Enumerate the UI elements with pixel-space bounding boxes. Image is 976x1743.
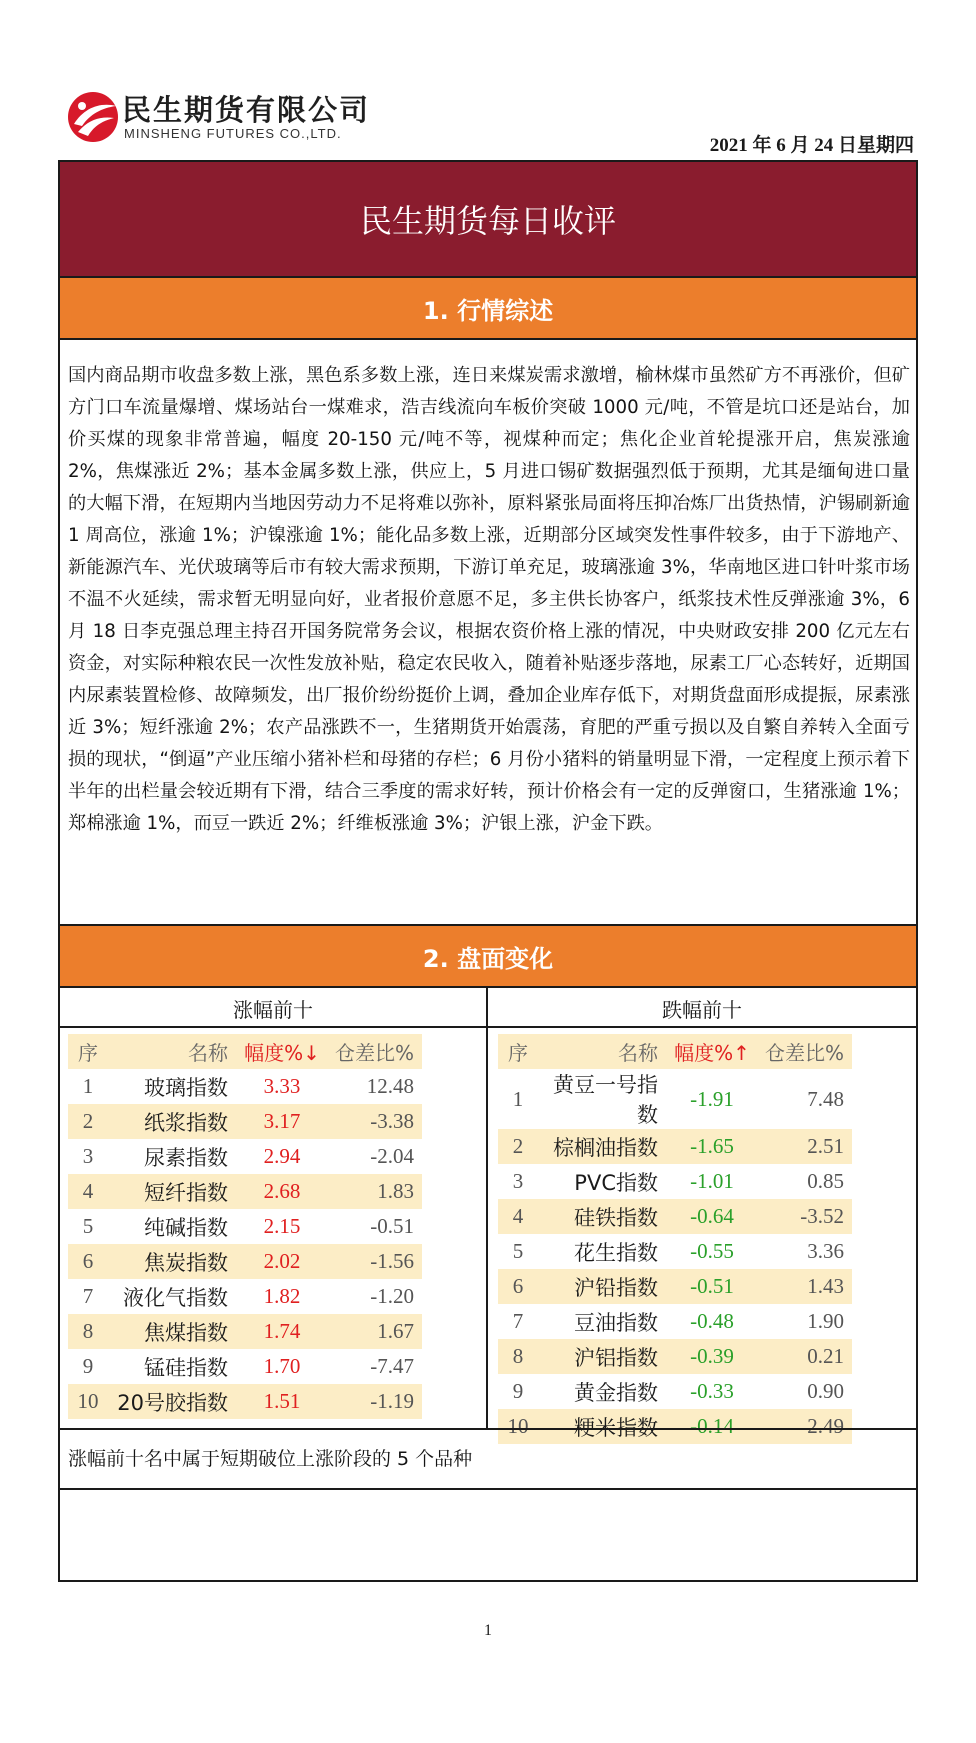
market-overview-text: 国内商品期市收盘多数上涨，黑色系多数上涨，连日来煤炭需求激增，榆林煤市虽然矿方不再涨价，但矿方门口车流量爆增、煤场站台一煤难求，浩吉线流向车板价突破 1000 元/吨，不管是坑口还是站台，加价买煤的现象非常普遍，幅度 20-150 元/吨不等，视煤种而定；焦化企业首轮提涨开启，焦炭涨逾 2%，焦煤涨近 2%；基本金属多数上涨，供应上，5 月进口锡矿数据强烈低于预期，尤其是缅甸进口量的大幅下滑，在短期内当地因劳动力不足将难以弥补，原料紧张局面将压抑冶炼厂出货热情，沪锡刷新逾 1 周高位，涨逾 1%；沪镍涨逾 1%；能化品多数上涨，近期部分区域突发性事件较多，由于下游地产、新能源汽车、光伏玻璃等后市有较大需求预期，下游订单充足，玻璃涨逾 3%，华南地区进口针叶浆市场不温不火延续，需求暂无明显向好，业者报价意愿不足，多主供长协客户，纸浆技术性反弹涨逾 3%，6 月 18 日李克强总理主持召开国务院常务会议，根据农资价格上涨的情况，中央财政安排 200 亿元左右资金，对实际种粮农民一次性发放补贴，稳定农民收入，随着补贴逐步落地，尿素工厂心态转好，近期国内尿素装置检修、故障频发，出厂报价纷纷挺价上调，叠加企业库存低下，对期货盘面形成提振，尿素涨近 3%；短纤涨逾 2%；农产品涨跌不一，生猪期货开始震荡，育肥的严重亏损以及自繁自养转入全面亏损的现状，“倒逼”产业压缩小猪补栏和母猪的存栏；6 月份小猪料的销量明显下滑，一定程度上预示着下半年的出栏量会较近期有下滑，结合三季度的需求好转，预计价格会有一定的反弹窗口，生猪涨逾 1%；郑棉涨逾 1%，而豆一跌近 2%；纤维板涨逾 3%；沪银上涨，沪金下跌。	[68, 365, 910, 834]
page-number: 1	[484, 1622, 492, 1639]
table-row	[68, 1314, 422, 1349]
company-name-cn: 民生期货有限公司	[122, 93, 371, 127]
cell-diff: -7.47	[370, 1354, 414, 1378]
cell-seq: 6	[82, 1249, 94, 1273]
table-row	[68, 1069, 422, 1104]
table-row	[498, 1304, 852, 1339]
cell-seq: 1	[512, 1086, 524, 1111]
cell-diff: 2.51	[807, 1134, 844, 1158]
table-row	[498, 1234, 852, 1269]
table-row	[68, 1384, 422, 1419]
cell-diff: 1.43	[807, 1274, 844, 1298]
col-seq: 序	[78, 1041, 98, 1065]
cell-diff: 2.49	[807, 1414, 844, 1438]
cell-seq: 9	[512, 1379, 524, 1403]
table-row	[68, 1174, 422, 1209]
cell-pct: 3.33	[263, 1074, 301, 1098]
cell-name: 沪铝指数	[574, 1345, 658, 1370]
breakout-note: 涨幅前十名中属于短期破位上涨阶段的 5 个品种	[68, 1448, 473, 1470]
cell-name: 黄金指数	[574, 1380, 658, 1405]
cell-diff: -3.52	[800, 1204, 844, 1228]
cell-pct: 1.74	[263, 1319, 301, 1343]
cell-pct: -1.91	[690, 1086, 734, 1111]
cell-seq: 4	[512, 1204, 524, 1228]
table-row	[68, 1349, 422, 1384]
cell-seq: 2	[82, 1109, 94, 1133]
cell-diff: 3.36	[807, 1239, 844, 1263]
table-row	[68, 1104, 422, 1139]
cell-seq: 10	[77, 1389, 99, 1413]
losers-title: 跌幅前十	[662, 997, 742, 1022]
gainers-header-row	[68, 1034, 422, 1069]
section-market-overview-title: 1. 行情综述	[60, 276, 916, 340]
cell-name: 棕榈油指数	[553, 1135, 658, 1160]
cell-pct: 2.94	[263, 1144, 301, 1168]
cell-pct: -0.14	[690, 1414, 734, 1438]
cell-diff: 1.67	[377, 1319, 414, 1343]
cell-seq: 5	[82, 1214, 94, 1238]
cell-pct: -1.65	[690, 1134, 734, 1158]
cell-seq: 8	[82, 1319, 94, 1343]
minsheng-logo-icon	[66, 90, 120, 144]
cell-pct: 2.02	[263, 1249, 301, 1273]
cell-name: 黄豆一号指数	[553, 1073, 658, 1127]
cell-name: 粳米指数	[574, 1415, 658, 1440]
cell-name: 纸浆指数	[144, 1110, 228, 1135]
gainers-table	[68, 1034, 422, 1419]
cell-pct: -1.01	[690, 1169, 734, 1193]
cell-pct: -0.33	[690, 1379, 734, 1403]
cell-seq: 3	[512, 1169, 524, 1193]
cell-pct: 2.68	[263, 1179, 301, 1203]
losers-header-row	[498, 1034, 852, 1069]
table-row	[498, 1164, 852, 1199]
table-bottom-divider	[60, 1428, 916, 1430]
cell-diff: -2.04	[370, 1144, 414, 1168]
cell-seq: 3	[82, 1144, 94, 1168]
cell-name: 20号胶指数	[117, 1390, 228, 1415]
report-date: 2021 年 6 月 24 日星期四	[709, 135, 914, 156]
column-divider	[486, 988, 488, 1428]
cell-name: 玻璃指数	[144, 1075, 228, 1100]
cell-diff: 1.90	[807, 1309, 844, 1333]
cell-name: 焦煤指数	[144, 1320, 228, 1345]
cell-seq: 7	[512, 1309, 524, 1333]
table-row	[498, 1339, 852, 1374]
cell-seq: 2	[512, 1134, 524, 1158]
table-row	[498, 1409, 852, 1444]
cell-seq: 7	[82, 1284, 94, 1308]
table-row	[68, 1209, 422, 1244]
table-row	[498, 1374, 852, 1409]
cell-pct: -0.55	[690, 1239, 734, 1263]
cell-name: 尿素指数	[144, 1145, 228, 1170]
cell-name: PVC指数	[574, 1170, 658, 1195]
cell-name: 沪铅指数	[574, 1275, 658, 1300]
cell-diff: 12.48	[366, 1074, 414, 1098]
cell-pct: 1.51	[263, 1389, 301, 1413]
table-row	[68, 1139, 422, 1174]
cell-diff: 1.83	[377, 1179, 414, 1203]
table-row	[498, 1269, 852, 1304]
cell-diff: -1.19	[370, 1389, 414, 1413]
table-row	[498, 1129, 852, 1164]
table-row	[68, 1244, 422, 1279]
cell-seq: 4	[82, 1179, 94, 1203]
cell-diff: 0.90	[807, 1379, 844, 1403]
cell-seq: 8	[512, 1344, 524, 1368]
cell-pct: 1.82	[263, 1284, 301, 1308]
cell-name: 纯碱指数	[144, 1215, 228, 1240]
cell-name: 花生指数	[574, 1240, 658, 1265]
col-name: 名称	[618, 1041, 658, 1065]
cell-name: 焦炭指数	[144, 1250, 228, 1275]
col-diff: 仓差比%	[764, 1041, 844, 1065]
cell-name: 硅铁指数	[574, 1205, 658, 1230]
section-board-changes-title: 2. 盘面变化	[60, 924, 916, 988]
cell-diff: 7.48	[807, 1086, 844, 1111]
cell-name: 豆油指数	[574, 1310, 658, 1335]
col-seq: 序	[508, 1041, 528, 1065]
table-row	[498, 1199, 852, 1234]
cell-pct: 1.70	[263, 1354, 301, 1378]
col-pct: 幅度%↓	[244, 1041, 320, 1065]
cell-pct: 2.15	[263, 1214, 301, 1238]
cell-name: 短纤指数	[144, 1180, 228, 1205]
company-name-en: MINSHENG FUTURES CO.,LTD.	[124, 126, 342, 141]
report-title: 民生期货每日收评	[60, 162, 916, 278]
table-row	[498, 1069, 852, 1129]
note-divider	[60, 1488, 916, 1490]
cell-diff: 0.21	[807, 1344, 844, 1368]
cell-seq: 9	[82, 1354, 94, 1378]
cell-seq: 5	[512, 1239, 524, 1263]
cell-diff: -0.51	[370, 1214, 414, 1238]
cell-name: 锰硅指数	[144, 1355, 228, 1380]
cell-diff: -3.38	[370, 1109, 414, 1133]
cell-diff: -1.20	[370, 1284, 414, 1308]
gainers-title: 涨幅前十	[233, 997, 313, 1022]
subheader-divider	[60, 1026, 916, 1028]
cell-diff: 0.85	[807, 1169, 844, 1193]
cell-pct: -0.64	[690, 1204, 734, 1228]
table-row	[68, 1279, 422, 1314]
cell-pct: -0.39	[690, 1344, 734, 1368]
cell-seq: 10	[507, 1414, 529, 1438]
col-diff: 仓差比%	[334, 1041, 414, 1065]
company-logo	[66, 88, 371, 150]
cell-pct: -0.51	[690, 1274, 734, 1298]
cell-diff: -1.56	[370, 1249, 414, 1273]
cell-pct: -0.48	[690, 1309, 734, 1333]
cell-pct: 3.17	[263, 1109, 301, 1133]
cell-seq: 6	[512, 1274, 524, 1298]
cell-seq: 1	[82, 1074, 94, 1098]
losers-table	[498, 1034, 852, 1444]
report-frame	[58, 160, 918, 1582]
col-name: 名称	[188, 1041, 228, 1065]
cell-name: 液化气指数	[123, 1285, 228, 1310]
col-pct: 幅度%↑	[674, 1041, 750, 1065]
